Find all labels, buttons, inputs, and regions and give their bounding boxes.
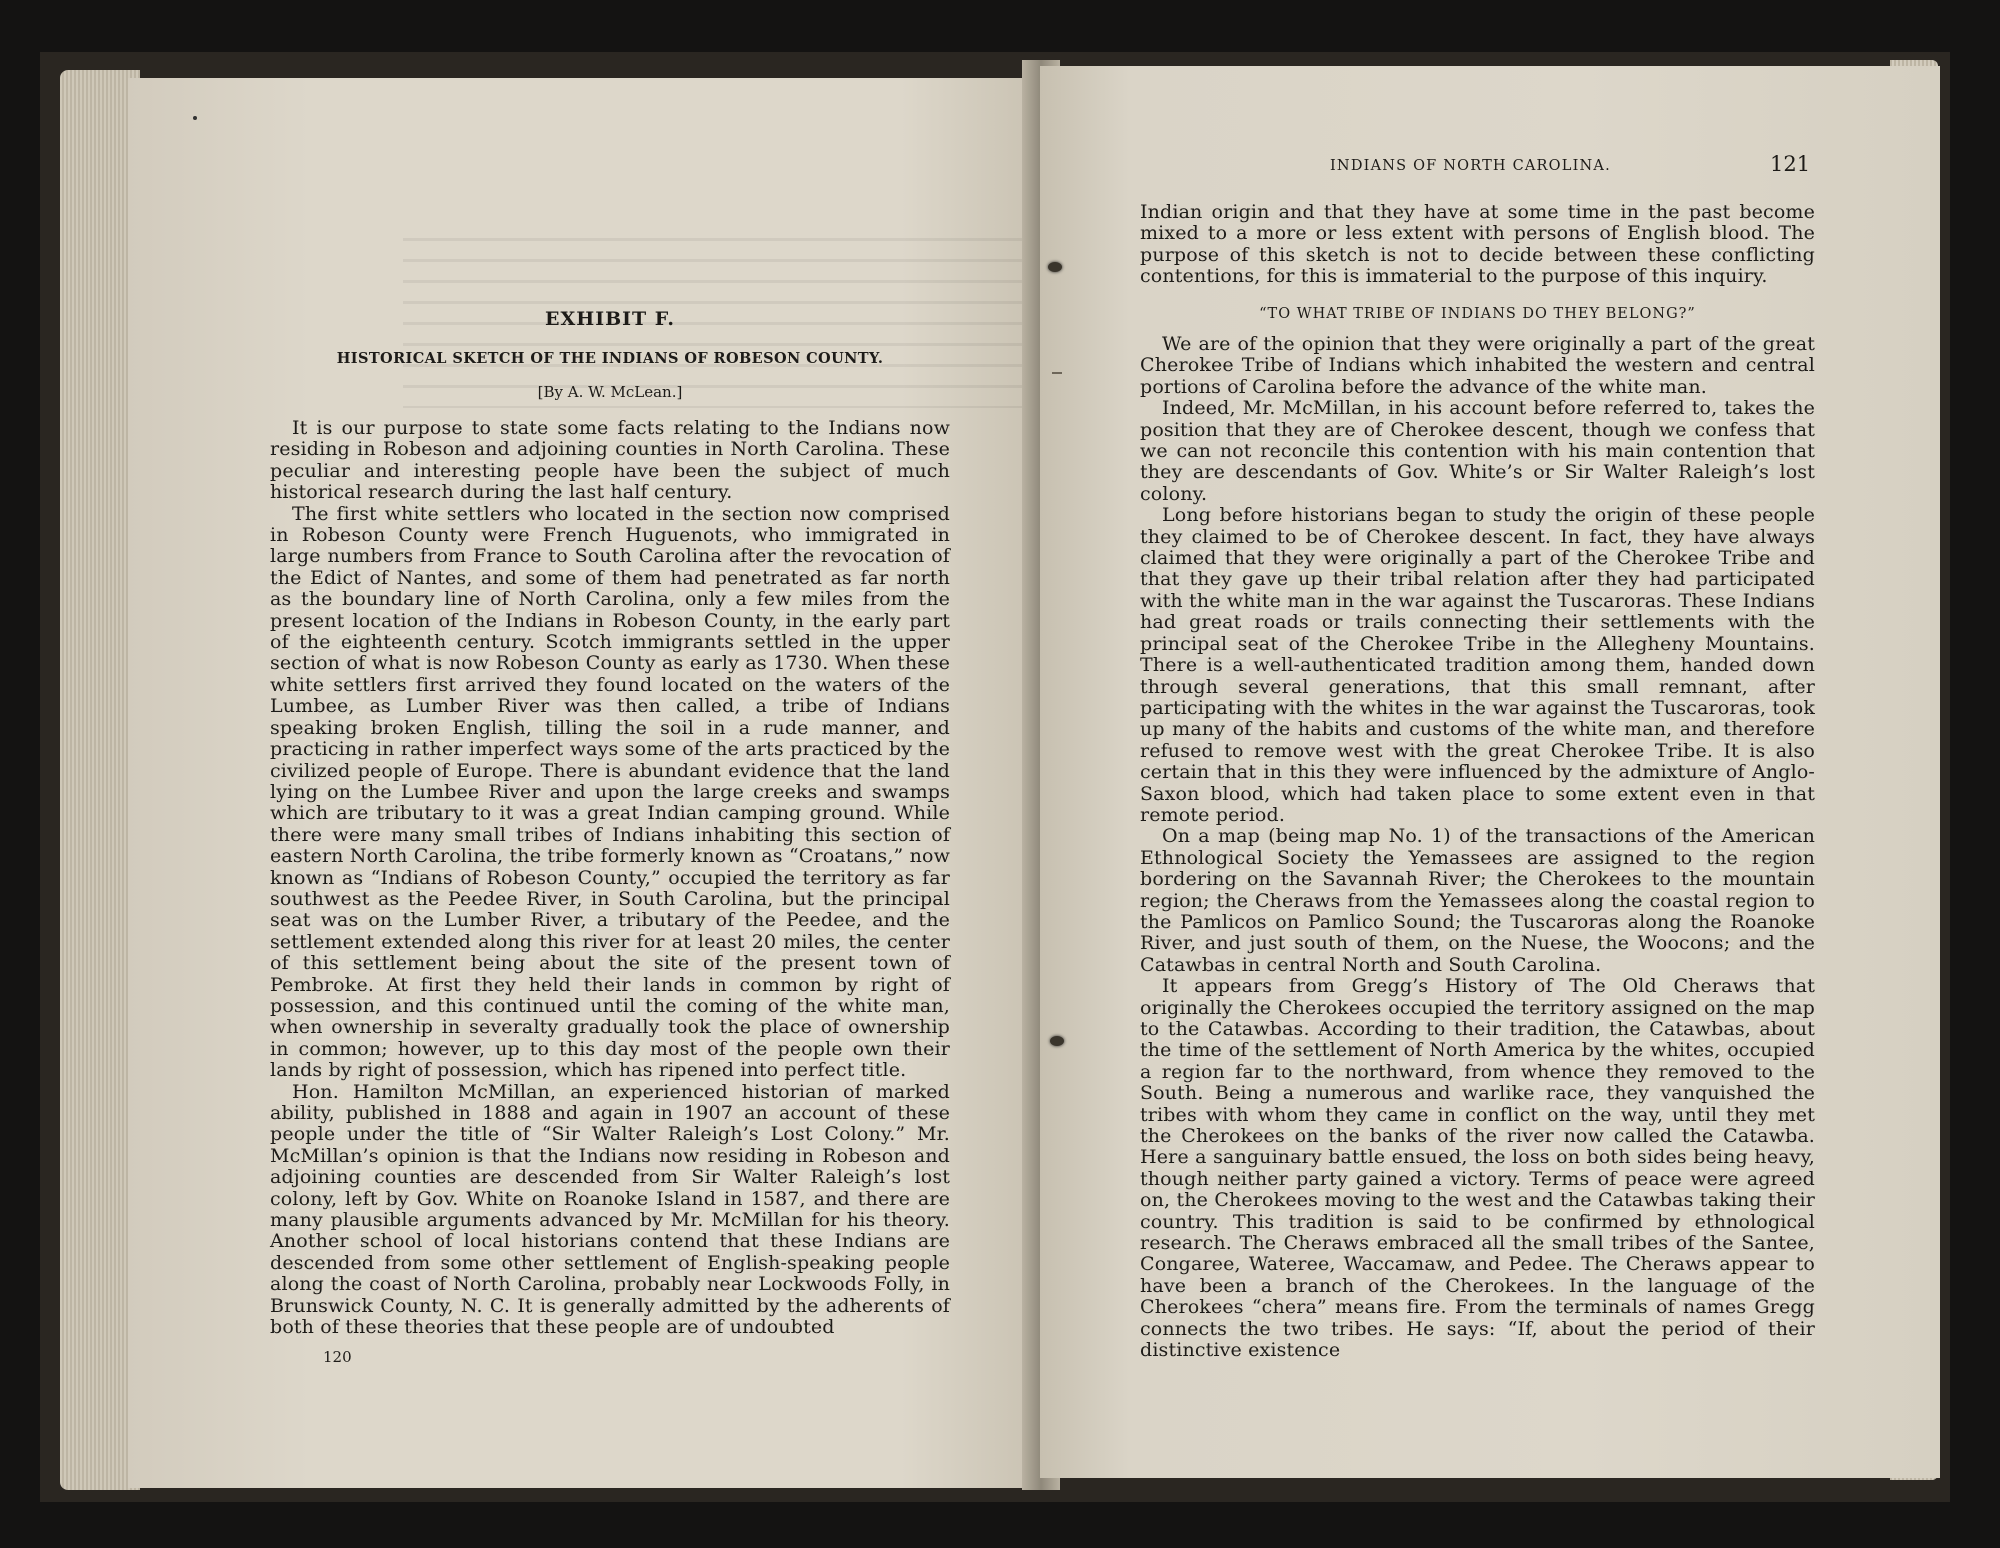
speck	[193, 116, 197, 120]
page-number: 121	[1770, 152, 1811, 176]
paragraph: We are of the opinion that they were originally a part of the great Cherokee Tribe of Indians which inhabited the western and central portions of Carolina before the advance of the white man.	[1140, 333, 1815, 398]
paragraph: Indeed, Mr. McMillan, in his account before referred to, takes the position that they are of Cherokee descent, though we confess that we can not reconcile this contention with his main contention that they are descendants of Gov. White’s or Sir Walter Raleigh’s lost colony.	[1140, 397, 1815, 505]
left-page	[128, 78, 1038, 1488]
right-page-opening	[1140, 202, 1815, 288]
byline: [By A. W. McLean.]	[537, 383, 683, 401]
paragraph: The first white settlers who located in the section now comprised in Robeson County were French Huguenots, who immigrated in large numbers from France to South Carolina after the revocation of the Edict of Nantes, and some of them had penetrated as far north as the boundary line of North Carolina, only a few miles from the present location of the Indians in Robeson County, in the early part of the eighteenth century. Scotch immigrants settled in the upper section of what is now Robeson County as early as 1730. When these white settlers first arrived they found located on the waters of the Lumbee, as Lumber River was then called, a tribe of Indians speaking broken English, tilling the soil in a rude manner, and practicing in rather imperfect ways some of the arts practiced by the civilized people of Europe. There is abundant evidence that the land lying on the Lumbee River and upon the large creeks and swamps which are tributary to it was a great Indian camping ground. While there were many small tribes of Indians inhabiting this section of eastern North Carolina, the tribe formerly known as “Croatans,” now known as “Indians of Robeson County,” occupied the territory as far southwest as the Peedee River, in South Carolina, but the principal seat was on the Lumber River, a tributary of the Peedee, and the settlement extended along this river for at least 20 miles, the center of this settlement being about the site of the present town of Pembroke. At first they held their lands in common by right of possession, and this continued until the coming of the white man, when ownership in severalty gradually took the place of ownership in common; however, up to this day most of the people own their lands by right of possession, which has ripened into perfect title.	[270, 502, 950, 1082]
left-page-body	[270, 418, 950, 1338]
section-heading: “TO WHAT TRIBE OF INDIANS DO THEY BELONG?”	[1259, 306, 1696, 322]
paragraph: Long before historians began to study the origin of these people they claimed to be of Cherokee descent. In fact, they have always claimed that they were originally a part of the Cherokee Tribe and that they gave up their tribal relation after they had participated with the white man in the war against the Tuscaroras. These Indians had great roads or trails connecting their settlements with the principal seat of the Cherokee Tribe in the Allegheny Mountains. There is a well-authenticated tradition among them, handed down through several generations, that this small remnant, after participating with the whites in the war against the Tuscaroras, took up many of the habits and customs of the white man, and therefore refused to remove west with the great Cherokee Tribe. It is also certain that in this they were influenced by the admixture of Anglo-Saxon blood, which had taken place to some extent even in that remote period.	[1140, 504, 1815, 826]
right-page-body	[1140, 334, 1815, 1362]
page-number: 120	[323, 1348, 352, 1366]
exhibit-title: EXHIBIT F.	[545, 308, 675, 330]
staple	[1048, 262, 1062, 272]
sketch-title: HISTORICAL SKETCH OF THE INDIANS OF ROBESON COUNTY.	[336, 350, 884, 367]
paragraph: It is our purpose to state some facts relating to the Indians now residing in Robeson and adjoining counties in North Carolina. These peculiar and interesting people have been the subject of much historical research during the last half century.	[270, 417, 950, 504]
staple	[1050, 1036, 1064, 1046]
running-head: INDIANS OF NORTH CAROLINA.	[1330, 158, 1611, 174]
paragraph: It appears from Gregg’s History of The Old Cheraws that originally the Cherokees occupied the territory assigned on the map to the Catawbas. According to their tradition, the Catawbas, about the time of the settlement of North America by the whites, occupied a region far to the northward, from whence they removed to the South. Being a numerous and warlike race, they vanquished the tribes with whom they came in conflict on the way, until they met the Cherokees on the banks of the river now called the Catawba. Here a sanguinary battle ensued, the loss on both sides being heavy, though neither party gained a victory. Terms of peace were agreed on, the Cherokees moving to the west and the Catawbas taking their country. This tradition is said to be confirmed by ethnological research. The Cheraws embraced all the small tribes of the Santee, Congaree, Wateree, Waccamaw, and Pedee. The Cheraws appear to have been a branch of the Cherokees. In the language of the Cherokees “chera” means fire. From the terminals of names Gregg connects the two tribes. He says: “If, about the period of their distinctive existence	[1140, 975, 1815, 1362]
paragraph: On a map (being map No. 1) of the transactions of the American Ethnological Society the Yemassees are assigned to the region bordering on the Savannah River; the Cherokees to the mountain region; the Cheraws from the Yemassees along the coastal region to the Pamlicos on Pamlico Sound; the Tuscaroras along the Roanoke River, and just south of them, on the Nuese, the Woocons; and the Catawbas in central North and South Carolina.	[1140, 825, 1815, 976]
binding-mark	[1052, 372, 1062, 374]
right-page	[1040, 66, 1940, 1478]
paragraph: Indian origin and that they have at some time in the past become mixed to a more or less extent with persons of English blood. The purpose of this sketch is not to decide between these conflicting contentions, for this is immaterial to the purpose of this inquiry.	[1140, 201, 1815, 288]
paragraph: Hon. Hamilton McMillan, an experienced historian of marked ability, published in 1888 and again in 1907 an account of these people under the title of “Sir Walter Raleigh’s Lost Colony.” Mr. McMillan’s opinion is that the Indians now residing in Robeson and adjoining counties are descended from Sir Walter Raleigh’s lost colony, left by Gov. White on Roanoke Island in 1587, and there are many plausible arguments advanced by Mr. McMillan for his theory. Another school of local historians contend that these Indians are descended from some other settlement of English-speaking people along the coast of North Carolina, probably near Lockwoods Folly, in Brunswick County, N. C. It is generally admitted by the adherents of both of these theories that these people are of undoubted	[270, 1080, 950, 1339]
